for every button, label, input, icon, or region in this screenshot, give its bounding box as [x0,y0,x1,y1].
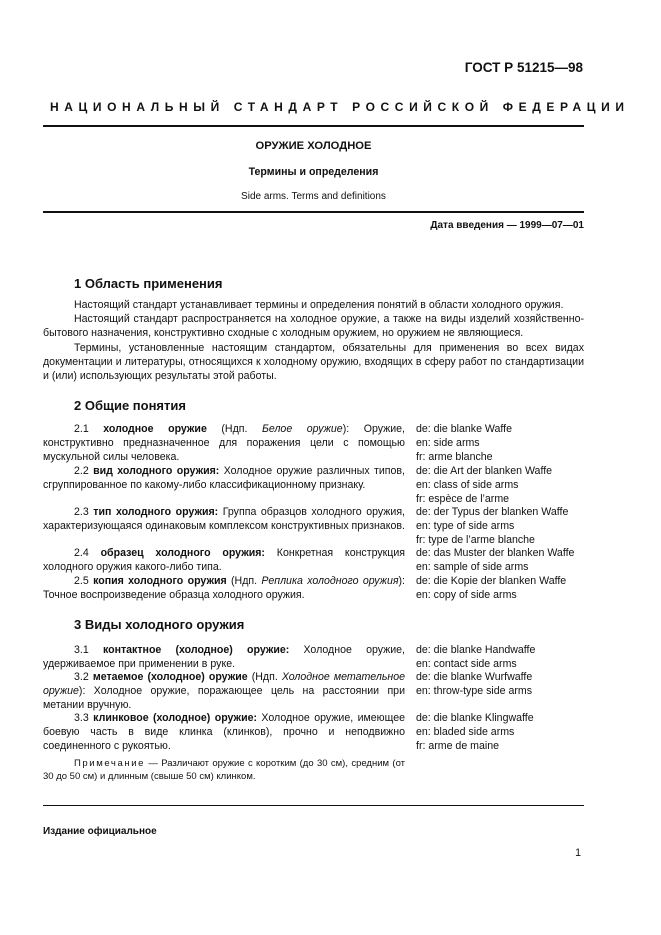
term-name: клинковое (холодное) оружие: [93,712,258,724]
term-3-1-equivalents: de: die blanke Handwaffe en: contact side arms [416,644,536,671]
national-standard-banner: НАЦИОНАЛЬНЫЙ СТАНДАРТ РОССИЙСКОЙ ФЕДЕРАЦИИ [50,100,630,114]
standard-title: ОРУЖИЕ ХОЛОДНОЕ [255,140,372,152]
english-title: Side arms. Terms and definitions [241,191,386,202]
term-2-5-equivalents: de: die Kopie der blanken Waffe en: copy of side arms [416,575,567,602]
term-definition: Конкретная конструкция холодного оружия какого-либо типа. [43,547,406,574]
edition-label: Издание официальное [43,826,157,837]
term-definition: Холодное оружие различных типов, сгруппированное по какому-либо классификационному признаку. [43,465,405,492]
term-2-1: 2.1 холодное оружие (Ндп. Белое оружие): Оружие, конструктивно предназначенное для поражения цели с помощью мускульной силы человека. [43,423,406,464]
section-1-paragraph: Термины, установленные настоящим стандартом, обязательны для применения во всех видах документации и литературы, относящихся к холодному оружию, входящих в сферу работ по стандартизации и (или) использующих результаты этой работы. [43,341,584,383]
term-name: копия холодного оружия [93,575,227,587]
term-3-2: 3.2 метаемое (холодное) оружие (Ндп. Холодное метательное оружие): Холодное оружие, поражающее цель на расстоянии при метании вручную. [43,671,406,712]
header-rule [43,125,584,127]
term-name: холодное оружие [103,423,207,435]
term-2-3-equivalents: de: der Typus der blanken Waffe en: type of side arms fr: type de l’arme blanche [416,506,569,547]
term-definition: Группа образцов холодного оружия, характеризующаяся одинаковым комплексом конструктивных признаков. [43,506,405,533]
note [43,757,405,783]
term-3-2-equivalents: de: die blanke Wurfwaffe en: throw-type side arms [416,671,533,698]
term-name: метаемое (холодное) оружие [92,671,248,683]
note-text: — Различают оружие с коротким (до 30 см), средним (от 30 до 50 см) и длинным (свыше 50 см) клинком. [43,758,405,782]
term-2-5: 2.5 копия холодного оружия (Ндп. Реплика холодного оружия): Точное воспроизведение образца холодного оружия. [43,575,405,602]
deprecated-term: Белое оружие [262,423,343,435]
section-3-heading: 3 Виды холодного оружия [74,617,245,632]
term-definition: ): Холодное оружие, поражающее цель на расстоянии при метании вручную. [43,685,405,712]
note-label: Примечание [74,758,145,769]
deprecated-term: Холодное метательное оружие [43,671,406,698]
term-3-1: 3.1 контактное (холодное) оружие: Холодное оружие, удерживаемое при применении в руке. [43,644,405,671]
term-definition: ): Точное воспроизведение образца холодного оружия. [43,575,405,602]
term-3-3: 3.3 клинковое (холодное) оружие: Холодное оружие, имеющее боевую часть в виде клинка (клинков), прочно и неподвижно соединенного с рукоятью. [43,712,405,753]
term-definition: Холодное оружие, имеющее боевую часть в виде клинка (клинков), прочно и неподвижно соединенного с рукоятью. [43,712,405,753]
term-2-4: 2.4 образец холодного оружия: Конкретная конструкция холодного оружия какого-либо типа. [43,547,406,574]
section-1-body [43,298,584,383]
term-3-3-equivalents: de: die blanke Klingwaffe en: bladed side arms fr: arme de maine [416,712,534,753]
term-2-3: 2.3 тип холодного оружия: Группа образцов холодного оружия, характеризующаяся одинаковым комплексом конструктивных признаков. [43,506,405,533]
standard-subtitle: Термины и определения [248,166,379,178]
term-2-2-equivalents: de: die Art der blanken Waffe en: class of side arms fr: espèce de l’arme [416,465,553,506]
deprecated-term: Реплика холодного оружия [261,575,399,587]
page-number: 1 [575,847,581,859]
term-2-1-equivalents: de: die blanke Waffe en: side arms fr: arme blanche [416,423,512,464]
term-name: образец холодного оружия: [100,547,265,559]
term-name: контактное (холодное) оружие: [102,644,290,656]
term-definition: Холодное оружие, удерживаемое при применении в руке. [43,644,405,671]
section-1-paragraph: Настоящий стандарт устанавливает термины и определения понятий в области холодного оружия. [74,299,564,311]
document-number: ГОСТ Р 51215—98 [464,60,583,75]
term-2-2: 2.2 вид холодного оружия: Холодное оружие различных типов, сгруппированное по какому-либо классификационному признаку. [43,465,405,492]
introduction-date: Дата введения — 1999—07—01 [430,220,584,231]
term-definition: ): Оружие, конструктивно предназначенное для поражения цели с помощью мускульной силы человека. [43,423,406,464]
footer-rule [43,805,584,806]
term-name: тип холодного оружия: [93,506,219,518]
section-2-heading: 2 Общие понятия [74,398,186,413]
title-rule [43,211,584,213]
term-name: вид холодного оружия: [93,465,220,477]
term-2-4-equivalents: de: das Muster der blanken Waffe en: sample of side arms [416,547,575,574]
section-1-paragraph: Настоящий стандарт распространяется на холодное оружие, а также на виды изделий хозяйственно-бытового назначения, конструктивно сходные с холодным оружием, но оружием не являющиеся. [43,313,584,340]
section-1-heading: 1 Область применения [74,276,223,291]
